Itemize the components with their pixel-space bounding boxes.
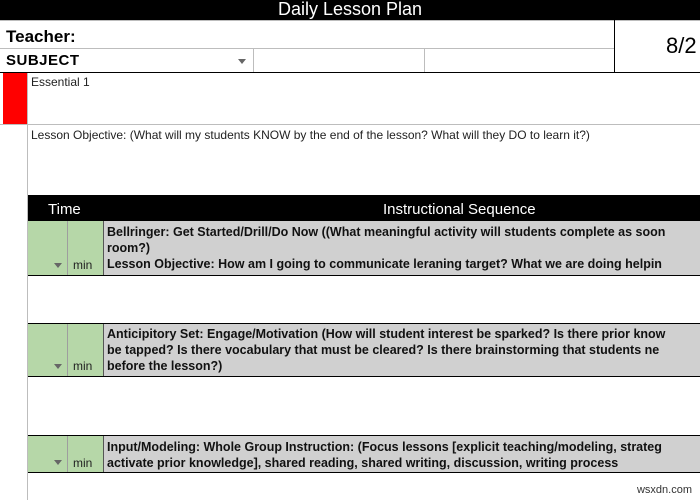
time-unit-cell xyxy=(68,221,103,275)
grid-line xyxy=(253,48,254,72)
essential-cell[interactable]: Essential 1 xyxy=(31,75,90,89)
grid-line xyxy=(103,221,104,275)
sequence-cell-input-modeling[interactable] xyxy=(103,436,700,472)
sequence-line: Lesson Objective: How am I going to communicate leraning target? What we are doing helpin xyxy=(107,257,662,271)
chevron-down-icon[interactable] xyxy=(54,460,62,465)
sequence-line: be tapped? Is there vocabulary that must be cleared? Is there brainstorming that students ne xyxy=(107,343,660,357)
grid-line xyxy=(28,472,700,473)
grid-line xyxy=(614,20,615,72)
sequence-line: before the lesson?) xyxy=(107,359,223,373)
date-cell[interactable]: 8/2 xyxy=(666,33,697,58)
grid-line xyxy=(0,20,700,21)
time-unit-cell xyxy=(68,324,103,376)
grid-line xyxy=(424,48,425,72)
chevron-down-icon[interactable] xyxy=(54,263,62,268)
objective-cell[interactable]: Lesson Objective: (What will my students KNOW by the end of the lesson? What will they DO to learn it?) xyxy=(31,128,590,142)
grid-line xyxy=(0,124,700,125)
sequence-line: Input/Modeling: Whole Group Instruction: (Focus lessons [explicit teaching/modeling, strateg xyxy=(107,440,662,454)
time-dropdown[interactable] xyxy=(28,436,68,472)
subject-dropdown[interactable] xyxy=(0,49,253,72)
header-sequence: Instructional Sequence xyxy=(383,201,536,218)
time-unit-label: min xyxy=(73,456,93,470)
sequence-line: activate prior knowledge], shared reading, shared writing, discussion, writing process xyxy=(107,456,619,470)
grid-line xyxy=(28,275,700,276)
teacher-label: Teacher: xyxy=(6,27,76,46)
header-time: Time xyxy=(48,201,81,218)
time-dropdown[interactable] xyxy=(28,221,68,275)
time-dropdown[interactable] xyxy=(28,324,68,376)
sheet-title: Daily Lesson Plan xyxy=(0,0,700,20)
sequence-cell-anticipatory[interactable] xyxy=(103,324,700,376)
grid-line xyxy=(0,72,700,73)
grid-line xyxy=(67,221,68,275)
time-unit-label: min xyxy=(73,359,93,373)
chevron-down-icon[interactable] xyxy=(54,364,62,369)
sequence-line: Anticipitory Set: Engage/Motivation (How will student interest be sparked? Is there prior know xyxy=(107,327,666,341)
sequence-cell-bellringer[interactable] xyxy=(103,221,700,275)
red-marker xyxy=(3,73,27,124)
time-unit-label: min xyxy=(73,258,93,272)
time-unit-cell xyxy=(68,436,103,472)
grid-line xyxy=(28,376,700,377)
grid-line xyxy=(67,324,68,376)
watermark: wsxdn.com xyxy=(636,484,692,496)
chevron-down-icon[interactable] xyxy=(238,59,246,64)
sequence-line: Bellringer: Get Started/Drill/Do Now ((What meaningful activity will students complete as soon xyxy=(107,225,666,239)
subject-value: SUBJECT xyxy=(6,52,80,69)
table-header xyxy=(28,195,700,221)
grid-line xyxy=(67,436,68,472)
grid-line xyxy=(103,436,104,472)
grid-line xyxy=(103,324,104,376)
sequence-line: room?) xyxy=(107,241,151,255)
